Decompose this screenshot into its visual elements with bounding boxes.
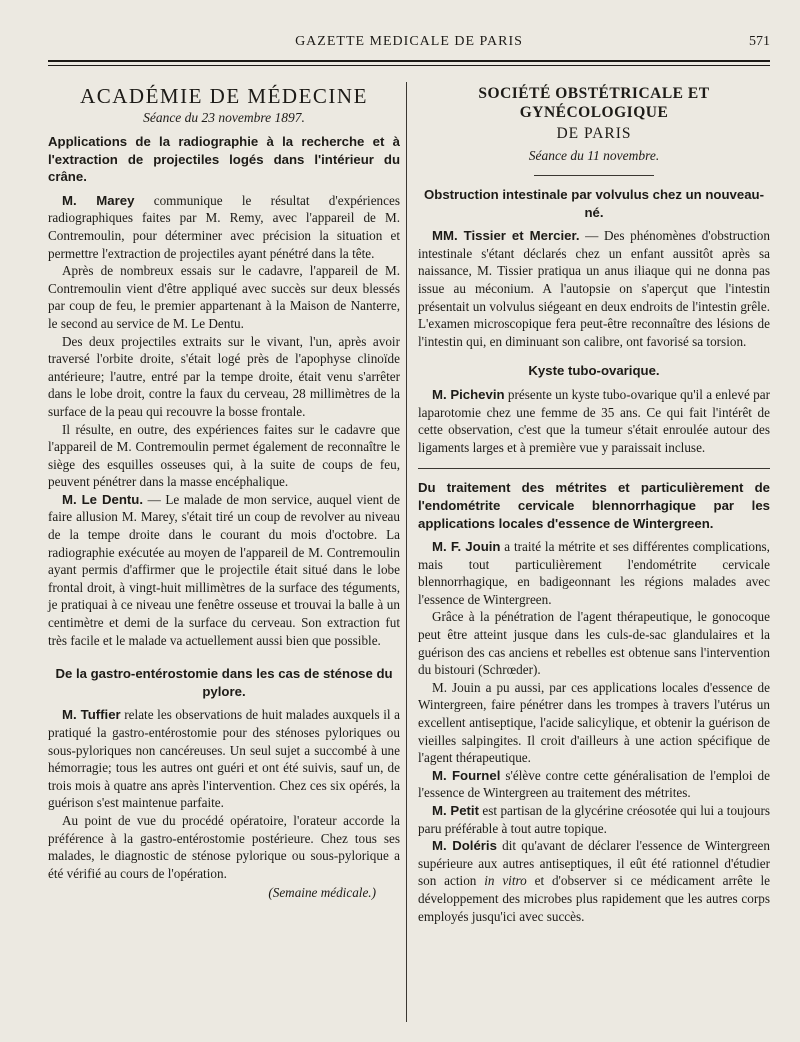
paragraph: M. F. Jouin a traité la métrite et ses différentes complications, mais tout particulièrement l'endométrite cervicale blennorrhagique, en badigeonnant les régions malades avec l'essence de Wintergreen.: [418, 539, 770, 607]
column-divider: [406, 82, 407, 1022]
speaker-name: M. Petit: [432, 803, 479, 818]
paragraph: Grâce à la pénétration de l'agent thérapeutique, le gonocoque peut être atteint jusque dans les culs-de-sac glandulaires et la guérison des cas anciens et rebelles est obtenue sans l'intervention du bistouri (Schrœder).: [418, 609, 770, 678]
paragraph: Des deux projectiles extraits sur le vivant, l'un, après avoir traversé l'orbite droite, s'était logé près de l'apophyse clinoïde antérieure; l'autre, entré par la tempe droite, était venu s'arrêter dans le lobe droit, contre la faux du cerveau, 28 millimètres de la surface de la peau qui recouvre la bosse frontale.: [48, 333, 400, 419]
speaker-name: M. Marey: [62, 192, 135, 208]
paragraph: M. Le Dentu. — Le malade de mon service, auquel vient de faire allusion M. Marey, s'était tiré un coup de revolver au niveau de la tempe droite dans le courant du mois d'octobre. La radiographie exécutée au moyen de l'appareil de M. Contremoulin ayant permis d'affirmer que le projectile était situé dans le lobe frontal droit, à vingt-huit millimètres de la surface des téguments, je pratiquai à ce niveau une fenêtre osseuse et trouvai la balle à un centimètre et demi de la surface du cerveau. Son extraction fut très facile et le malade va actuellement aussi bien que possible.: [48, 491, 400, 648]
page-number: 571: [749, 34, 770, 49]
paragraph: M. Jouin a pu aussi, par ces applications locales d'essence de Wintergreen, faire pénétrer dans les trompes à travers l'utérus un excellent antiseptique, l'acide salicylique, et obtenir la guérison de vieilles salpingites. Il croit d'ailleurs à une action spécifique de l'agent thérapeutique.: [418, 679, 770, 766]
right-column: [418, 82, 770, 925]
speaker-name: MM. Tissier et Mercier.: [432, 228, 580, 244]
journal-title: GAZETTE MEDICALE DE PARIS: [295, 34, 523, 49]
paragraph: M. Fournel s'élève contre cette généralisation de l'emploi de l'essence de Wintergreen au traitement des métrites.: [418, 767, 770, 801]
speaker-name: M. Fournel: [432, 767, 501, 783]
society-heading: SOCIÉTÉ OBSTÉTRICALE ET GYNÉCOLOGIQUE: [478, 85, 710, 121]
italic-term: in vitro: [484, 873, 527, 889]
paragraph: M. Doléris dit qu'avant de déclarer l'essence de Wintergreen supérieure aux autres antiseptiques, il eût été rationnel d'étudier son action in vitro et d'observer si ce médicament arrête le développement des microbes plus rapidement que les autres corps employés jusqu'ici avec succès.: [418, 838, 770, 924]
speaker-name: M. F. Jouin: [432, 539, 501, 555]
speaker-name: M. Doléris: [432, 838, 497, 854]
speaker-name: M. Pichevin: [432, 386, 505, 402]
paragraph: M. Petit est partisan de la glycérine créosotée qui lui a toujours paru préférable à tout autre topique.: [418, 803, 771, 836]
paragraph: M. Pichevin présente un kyste tubo-ovarique qu'il a enlevé par laparotomie chez une femme de 35 ans. Ce qui fait l'intérêt de cette observation, c'est que la tumeur s'était enroulée autour des ligaments larges et à première vue y paraissait incluse.: [418, 386, 770, 455]
paragraph: M. Marey communique le résultat d'expériences radiographiques faites par M. Remy, avec l'appareil de M. Contremoulin, pour déterminer avec précision la situation et permettre l'extraction de projectiles ayant pénétré dans la tête.: [48, 192, 400, 261]
paragraph: Après de nombreux essais sur le cadavre, l'appareil de M. Contremoulin vient d'être appliqué avec succès sur deux blessés par coup de feu, le premier appartenant à la Maison de Nanterre, le second au service de M. Le Dentu.: [48, 263, 400, 331]
article-title-kyste: Kyste tubo-ovarique.: [528, 363, 660, 379]
article-title-gastro: De la gastro-entérostomie dans les cas de sténose du pylore.: [55, 666, 393, 699]
speaker-name: M. Tuffier: [62, 707, 121, 723]
session-date: Séance du 11 novembre.: [528, 148, 660, 163]
paragraph: MM. Tissier et Mercier. — Des phénomènes d'obstruction intestinale s'étant déclarés chez un enfant aussitôt après sa naissance, M. Tissier pratiqua un anus iliaque qui ne donna pas issue au méconium. A l'autopsie on s'aperçut que l'intestin présentait un volvulus siégeant en deux endroits de l'intestin grêle. L'examen microscopique fera peut-être reconnaître des lésions de l'intestin qui, en diminuant son calibre, ont favorisé sa torsion.: [418, 228, 770, 349]
left-column: [48, 82, 400, 902]
divider: [534, 175, 654, 176]
source-citation: (Semaine médicale.): [268, 885, 376, 901]
article-title-metrites: Du traitement des métrites et particulièrement de l'endométrite cervicale blennorrhagique par les applications locales d'essence de Wintergreen.: [418, 480, 770, 531]
header-rule: [48, 60, 770, 66]
divider: [418, 468, 770, 469]
article-title-radiographie: Applications de la radiographie à la recherche et à l'extraction de projectiles logés dans l'intérieur du crâne.: [48, 134, 400, 185]
society-heading-line2: DE PARIS: [556, 125, 632, 142]
article-title-volvulus: Obstruction intestinale par volvulus chez un nouveau-né.: [424, 187, 764, 220]
academy-heading: ACADÉMIE DE MÉDECINE: [80, 84, 368, 108]
paragraph: M. Tuffier relate les observations de huit malades auxquels il a pratiqué la gastro-entérostomie pour des sténoses pyloriques ou sous-pyloriques non cancéreuses. Un seul sujet a succombé à une hémorragie; tous les autres ont guéri et ont été suivis, sauf un, de trois mois à quatre ans après l'intervention. Chez ces six opérés, la guérison s'est maintenue parfaite.: [48, 707, 400, 811]
paragraph: Il résulte, en outre, des expériences faites sur le cadavre que l'appareil de M. Contremoulin permet également de reconnaître le siège des esquilles osseuses qui, à la suite de coups de feu, peuvent pénétrer dans la masse encéphalique.: [48, 421, 400, 490]
speaker-name: M. Le Dentu.: [62, 491, 143, 507]
running-head: [48, 30, 770, 54]
session-date: Séance du 23 novembre 1897.: [143, 110, 305, 125]
paragraph: Au point de vue du procédé opératoire, l'orateur accorde la préférence à la gastro-entérostomie postérieure. Chez tous ses malades, le diagnostic de sténose pylorique ou sous-pylorique a été vérifié au cours de l'opération.: [48, 812, 400, 881]
